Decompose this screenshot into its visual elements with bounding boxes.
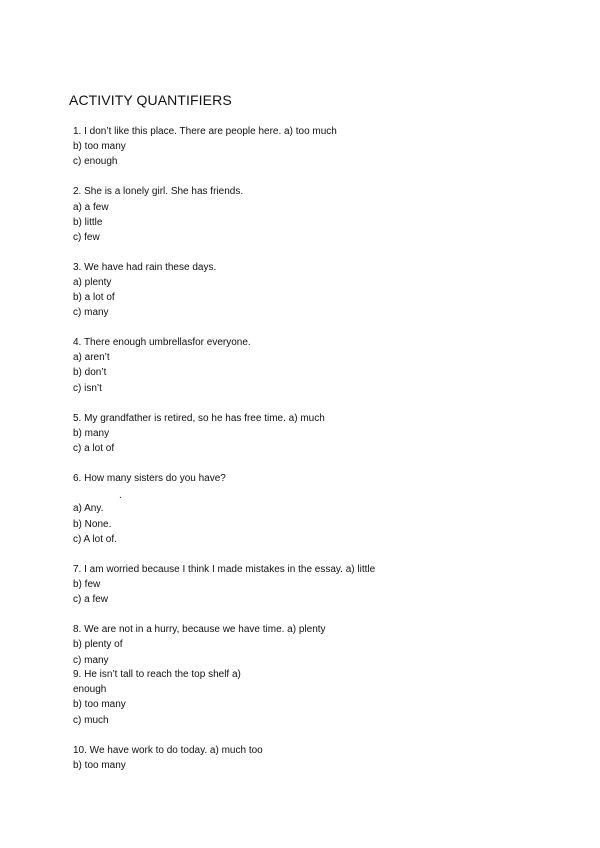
question-9-line: 9. He isn’t tall to reach the top shelf a)	[73, 669, 241, 680]
question-4-line: 4. There enough umbrellasfor everyone.	[73, 337, 251, 348]
question-6-option-b: b) None.	[73, 519, 112, 530]
stray-dot: .	[119, 490, 122, 501]
question-5-option-c: c) a lot of	[73, 443, 115, 454]
question-8-option-c: c) many	[73, 655, 109, 666]
page-title: ACTIVITY QUANTIFIERS	[69, 92, 232, 108]
question-9-option-b: b) too many	[73, 699, 126, 710]
question-10-option-b: b) too many	[73, 760, 126, 771]
question-9-option-c: c) much	[73, 715, 109, 726]
question-2-option-a: a) a few	[73, 202, 109, 213]
question-8-line: 8. We are not in a hurry, because we have time. a) plenty	[73, 624, 326, 635]
question-7-option-c: c) a few	[73, 594, 109, 605]
question-5-line: 5. My grandfather is retired, so he has free time. a) much	[73, 413, 325, 424]
question-7-option-b: b) few	[73, 579, 101, 590]
question-3-option-c: c) many	[73, 307, 109, 318]
question-3-option-a: a) plenty	[73, 277, 112, 288]
question-3-option-b: b) a lot of	[73, 292, 115, 303]
question-1-option-b: b) too many	[73, 141, 126, 152]
question-4-option-a: a) aren’t	[73, 352, 110, 363]
question-2-line: 2. She is a lonely girl. She has friends.	[73, 186, 244, 197]
question-10-line: 10. We have work to do today. a) much too	[73, 745, 263, 756]
question-5-option-b: b) many	[73, 428, 110, 439]
question-6-option-a: a) Any.	[73, 503, 104, 514]
question-7-line: 7. I am worried because I think I made mistakes in the essay. a) little	[73, 564, 376, 575]
question-4-option-c: c) isn’t	[73, 383, 102, 394]
question-6-option-c: c) A lot of.	[73, 534, 117, 545]
question-1-option-c: c) enough	[73, 156, 118, 167]
question-2-option-c: c) few	[73, 232, 100, 243]
question-6-line: 6. How many sisters do you have?	[73, 473, 226, 484]
question-1-line: 1. I don’t like this place. There are people here. a) too much	[73, 126, 337, 137]
question-3-line: 3. We have had rain these days.	[73, 262, 217, 273]
question-2-option-b: b) little	[73, 217, 103, 228]
question-9-option-a-text: enough	[73, 684, 107, 695]
question-4-option-b: b) don’t	[73, 367, 107, 378]
question-8-option-b: b) plenty of	[73, 639, 123, 650]
